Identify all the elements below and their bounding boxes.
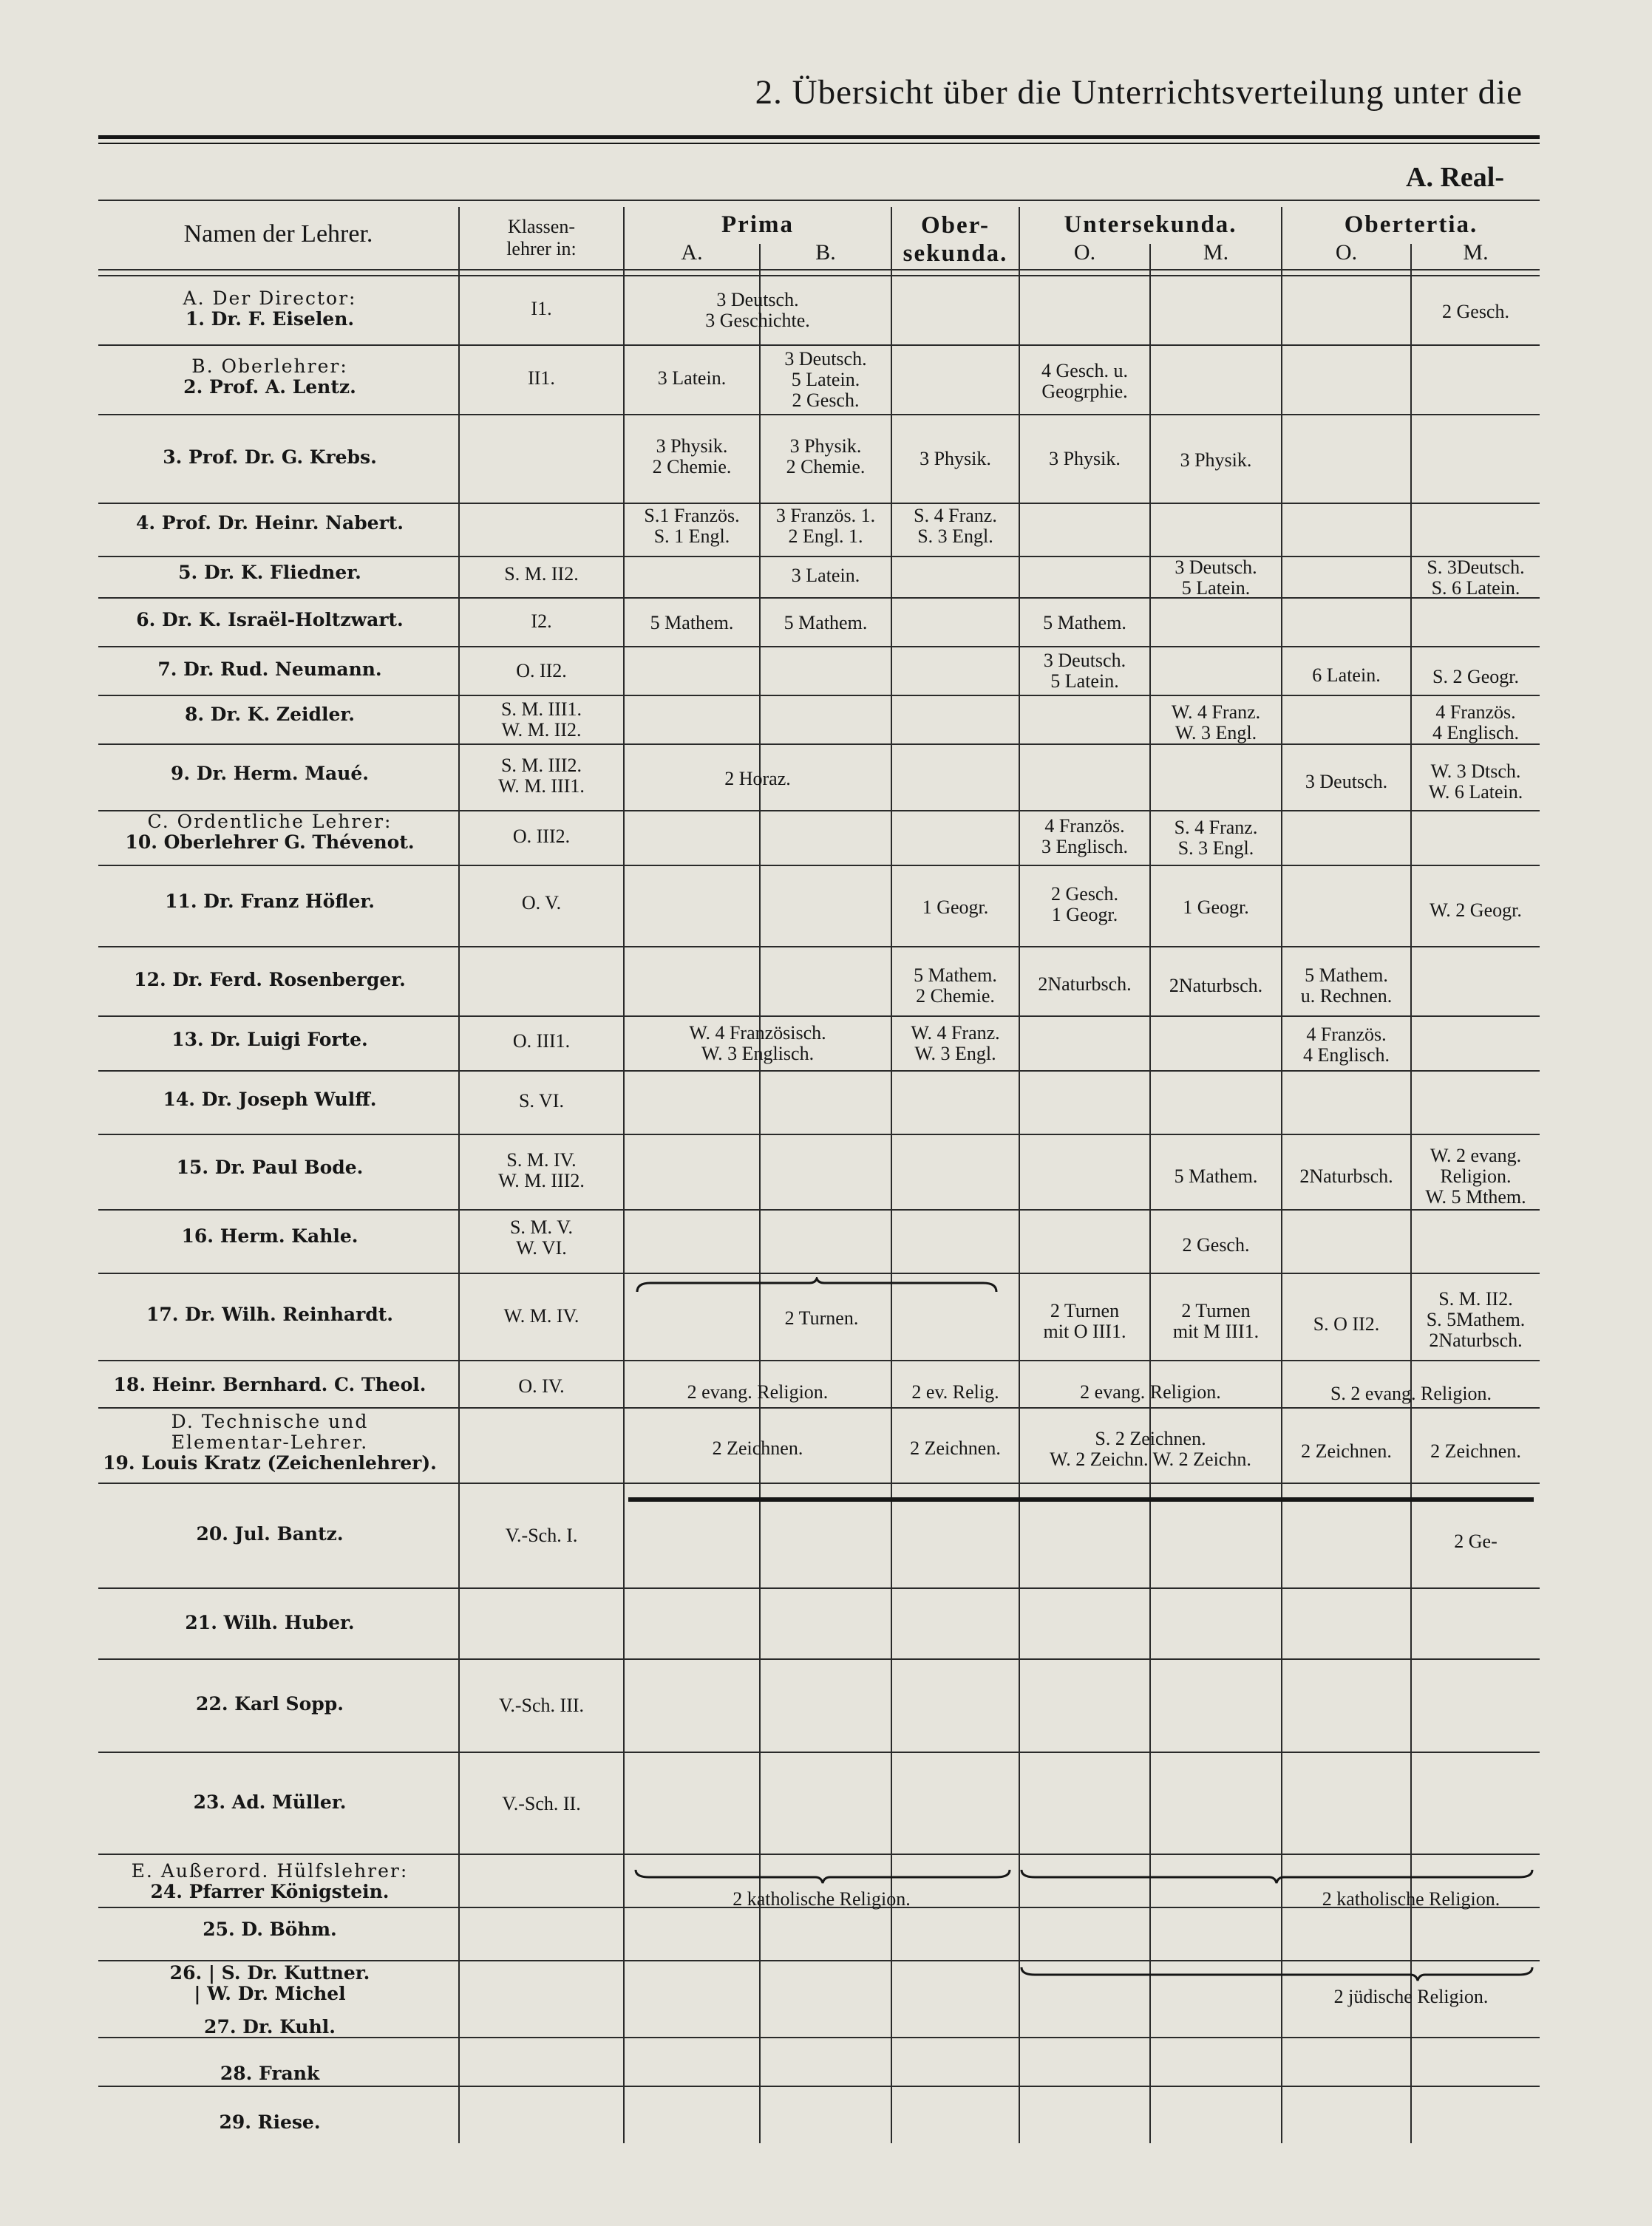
klassen-cell: S. VI. [519, 1090, 564, 1112]
teacher-row [92, 513, 447, 534]
teacher-name: 27. Dr. Kuhl. [204, 2016, 336, 2038]
lesson-line: 2 Turnen [1050, 1300, 1120, 1321]
lesson-cell: 2 Zeichnen. [712, 1437, 803, 1459]
klassen-line: S. M. IV. [506, 1149, 577, 1171]
klassen-cell: I1. [531, 298, 552, 319]
lesson-line: 3 Englisch. [1041, 836, 1128, 857]
lesson-cell [892, 1023, 1019, 1064]
klassen-cell: O. III1. [512, 1030, 571, 1052]
lesson-cell: 2 jüdische Religion. [1333, 1986, 1489, 2007]
row-rule [98, 743, 1540, 745]
klassen-cell: II1. [528, 367, 555, 389]
lesson-line: S. 1 Engl. [653, 525, 730, 547]
teacher-row [92, 356, 447, 398]
row-rule [98, 414, 1540, 415]
lesson-line: W. 3 Engl. [1175, 722, 1257, 743]
lesson-cell: 2 evang. Religion. [1080, 1381, 1221, 1403]
header-untersekunda: Untersekunda. [1064, 211, 1237, 238]
lesson-line: mit O III1. [1043, 1321, 1126, 1342]
teacher-name: 2. Prof. A. Lentz. [183, 376, 356, 398]
lesson-cell [892, 965, 1019, 1007]
klassen-cell: V.-Sch. I. [505, 1525, 578, 1546]
lesson-line: S. M. II2. [1438, 1288, 1513, 1310]
lesson-cell [625, 506, 759, 547]
lesson-line: u. Rechnen. [1300, 985, 1393, 1007]
header-klassen [460, 216, 623, 260]
lesson-cell [1151, 557, 1281, 599]
lesson-cell [1020, 884, 1149, 925]
lesson-line: 2Naturbsch. [1429, 1330, 1523, 1351]
lesson-line: 2 Engl. 1. [788, 525, 863, 547]
lesson-cell [625, 1023, 891, 1064]
section-rule [628, 1497, 1534, 1502]
teacher-name: 10. Oberlehrer G. Thévenot. [125, 831, 415, 853]
lesson-line: 2 Gesch. [1051, 883, 1118, 905]
lesson-cell [625, 436, 759, 477]
lesson-cell: 3 Physik. [920, 448, 991, 469]
klassen-line: S. M. III2. [500, 755, 582, 776]
lesson-line: 2 Turnen [1181, 1300, 1251, 1321]
teacher-name: 4. Prof. Dr. Heinr. Nabert. [135, 512, 404, 534]
col-sep-us-om [1149, 244, 1151, 2143]
row-rule [98, 1483, 1540, 1484]
teacher-row [92, 1963, 447, 2004]
header-us-o: O. [1073, 240, 1096, 265]
header-prima-b: B. [815, 240, 836, 265]
row-rule [98, 865, 1540, 866]
lesson-cell [1020, 1429, 1281, 1470]
lesson-cell: S. O II2. [1313, 1313, 1380, 1335]
lesson-cell [1412, 1146, 1540, 1208]
lesson-line: 5 Mathem. [1305, 964, 1388, 986]
row-rule [98, 1273, 1540, 1274]
lesson-line: 4 Englisch. [1432, 722, 1519, 743]
row-rule [98, 503, 1540, 504]
lesson-cell: 2Naturbsch. [1299, 1165, 1393, 1187]
teacher-name: 17. Dr. Wilh. Reinhardt. [146, 1304, 393, 1325]
teacher-name: 26. | S. Dr. Kuttner. [169, 1962, 370, 1984]
lesson-cell: 3 Deutsch. [1305, 771, 1388, 792]
lesson-cell: 2 Zeichnen. [1430, 1440, 1521, 1462]
lesson-cell: 5 Mathem. [1174, 1165, 1258, 1187]
teacher-name: 6. Dr. K. Israël-Holtzwart. [136, 609, 404, 630]
teacher-name: 7. Dr. Rud. Neumann. [157, 658, 382, 680]
teacher-name: 14. Dr. Joseph Wulff. [163, 1089, 377, 1110]
lesson-cell: W. 2 Geogr. [1430, 899, 1522, 921]
col-sep-ober [1019, 207, 1020, 2143]
row-rule [98, 695, 1540, 696]
header-obertertia: Obertertia. [1344, 211, 1478, 238]
lesson-line: 2 Gesch. [792, 389, 860, 411]
lesson-cell: S. 2 Geogr. [1432, 666, 1519, 687]
lesson-cell: 3 Latein. [791, 565, 860, 586]
klassen-cell: W. M. IV. [503, 1305, 579, 1327]
teacher-row [92, 447, 447, 468]
lesson-line: 4 Französ. [1044, 815, 1125, 837]
lesson-cell: 2 Gesch. [1442, 301, 1509, 322]
lesson-line: S. 6 Latein. [1431, 577, 1520, 599]
teacher-name: 13. Dr. Luigi Forte. [171, 1029, 368, 1050]
klassen-cell: I2. [531, 610, 552, 632]
klassen-cell [460, 1150, 623, 1191]
lesson-line: W. 2 evang. [1430, 1145, 1522, 1166]
teacher-row [92, 1613, 447, 1633]
title-rule [98, 135, 1540, 139]
lesson-cell [1151, 1301, 1281, 1342]
lesson-cell: 2 katholische Religion. [1322, 1888, 1500, 1910]
lesson-cell [761, 349, 891, 411]
lesson-line: 3 Physik. [656, 435, 728, 457]
teacher-name: 29. Riese. [219, 2111, 321, 2133]
section-heading: Elementar-Lehrer. [171, 1432, 369, 1453]
lesson-line: S. 4 Franz. [914, 505, 997, 526]
header-us-m: M. [1203, 240, 1229, 265]
lesson-line: mit M III1. [1172, 1321, 1260, 1342]
lesson-line: W. 5 Mthem. [1425, 1186, 1526, 1208]
brace-prima [636, 1277, 998, 1293]
row-rule [98, 1854, 1540, 1855]
lesson-cell [1151, 702, 1281, 743]
lesson-line: Geogrphie. [1041, 381, 1128, 402]
section-heading: B. Oberlehrer: [191, 355, 348, 377]
section-heading: D. Technische und [171, 1411, 369, 1432]
lesson-line: 5 Latein. [1181, 577, 1251, 599]
klassen-line: W. VI. [516, 1237, 567, 1259]
lesson-line: 3 Deutsch. [784, 348, 867, 370]
klassen-line: S. M. V. [509, 1216, 574, 1238]
row-rule [98, 597, 1540, 599]
lesson-line: W. 3 Englisch. [701, 1043, 815, 1064]
klassen-line: W. M. III2. [498, 1170, 585, 1191]
row-rule [98, 1360, 1540, 1361]
row-rule [98, 344, 1540, 346]
teacher-name: | W. Dr. Michel [194, 1983, 346, 2004]
lesson-cell [1020, 650, 1149, 692]
lesson-cell [1020, 816, 1149, 857]
lesson-line: Religion. [1440, 1165, 1512, 1187]
lesson-line: 2 Chemie. [652, 456, 732, 477]
lesson-cell: 5 Mathem. [650, 612, 734, 633]
lesson-line: 4 Französ. [1306, 1024, 1387, 1045]
lesson-line: 2 Chemie. [786, 456, 866, 477]
klassen-line: S. M. III1. [500, 698, 582, 720]
lesson-line: 4 Französ. [1435, 701, 1516, 723]
lesson-line: S. 3 Engl. [1177, 837, 1254, 859]
lesson-line: S. 2 Zeichnen. [1095, 1428, 1206, 1449]
header-ober-line1: Ober- [920, 212, 990, 239]
klassen-cell: O. V. [521, 892, 562, 913]
header-bottom-rule-2 [98, 275, 1540, 276]
lesson-line: W. 4 Franz. [911, 1022, 1000, 1044]
lesson-cell: 1 Geogr. [1183, 896, 1249, 918]
lesson-line: 3 Französ. 1. [775, 505, 876, 526]
lesson-cell: 3 Latein. [657, 367, 727, 389]
row-rule [98, 2086, 1540, 2087]
lesson-line: 1 Geogr. [1051, 904, 1118, 925]
row-rule [98, 1134, 1540, 1135]
lesson-cell [1020, 1301, 1149, 1342]
teacher-row [92, 2017, 447, 2038]
lesson-cell: 2 Turnen. [784, 1307, 859, 1329]
lesson-cell [1412, 702, 1540, 743]
lesson-cell [625, 290, 891, 331]
lesson-line: S. 3Deutsch. [1427, 556, 1525, 578]
teacher-row [92, 811, 447, 853]
lesson-line: 5 Latein. [791, 369, 860, 390]
col-sep-klassen [623, 207, 625, 2143]
teacher-name: 24. Pfarrer Königstein. [150, 1881, 390, 1902]
lesson-cell: 2 Zeichnen. [910, 1437, 1001, 1459]
teacher-name: 28. Frank [220, 2063, 320, 2084]
lesson-line: 3 Deutsch. [1043, 650, 1126, 671]
header-names: Namen der Lehrer. [183, 220, 373, 248]
lesson-cell: 1 Geogr. [922, 896, 989, 918]
teacher-row [92, 1412, 447, 1474]
teacher-row [92, 1375, 447, 1395]
header-obersekunda [892, 211, 1019, 268]
row-rule [98, 1070, 1540, 1072]
header-top-rule [98, 200, 1540, 201]
lesson-cell [892, 506, 1019, 547]
teacher-row [92, 1304, 447, 1325]
row-rule [98, 1209, 1540, 1211]
klassen-cell [460, 755, 623, 797]
teacher-name: 18. Heinr. Bernhard. C. Theol. [113, 1374, 426, 1395]
lesson-cell: 3 Physik. [1180, 449, 1252, 471]
lesson-cell [761, 506, 891, 547]
row-rule [98, 1752, 1540, 1753]
lesson-cell [1151, 817, 1281, 859]
lesson-cell: 2 Ge- [1454, 1531, 1498, 1552]
teacher-name: 22. Karl Sopp. [196, 1693, 344, 1715]
lesson-line: S. 3 Engl. [917, 525, 993, 547]
lesson-line: 5 Mathem. [914, 964, 997, 986]
klassen-line: W. M. II2. [501, 719, 582, 741]
teacher-row [92, 288, 447, 330]
row-rule [98, 1960, 1540, 1961]
klassen-cell: V.-Sch. II. [502, 1793, 581, 1814]
teacher-name: 15. Dr. Paul Bode. [176, 1157, 364, 1178]
teacher-name: 20. Jul. Bantz. [196, 1523, 344, 1545]
lesson-cell: 2Naturbsch. [1038, 973, 1132, 995]
lesson-cell: 6 Latein. [1312, 664, 1381, 686]
row-rule [98, 1015, 1540, 1017]
lesson-line: W. 3 Engl. [914, 1043, 996, 1064]
brace-right [1020, 1868, 1534, 1885]
header-ot-m: M. [1463, 240, 1489, 265]
row-rule [98, 1658, 1540, 1660]
klassen-cell: O. IV. [518, 1375, 565, 1397]
teacher-row [92, 970, 447, 990]
teacher-name: 19. Louis Kratz (Zeichenlehrer). [103, 1452, 437, 1474]
teacher-name: 16. Herm. Kahle. [181, 1225, 358, 1247]
section-subtitle: A. Real- [1406, 162, 1504, 193]
teacher-row [92, 1919, 447, 1940]
lesson-cell: 2 Zeichnen. [1301, 1440, 1392, 1462]
teacher-name: 11. Dr. Franz Höfler. [165, 891, 375, 912]
header-bottom-rule [98, 269, 1540, 270]
teacher-row [92, 1157, 447, 1178]
klassen-cell [460, 1217, 623, 1259]
header-ober-line2: sekunda. [903, 240, 1008, 267]
teacher-row [92, 704, 447, 725]
title-rule-thin [98, 143, 1540, 144]
teacher-row [92, 2112, 447, 2133]
lesson-cell [1282, 965, 1410, 1007]
lesson-line: 3 Geschichte. [705, 310, 810, 331]
lesson-line: S.1 Französ. [644, 505, 740, 526]
lesson-cell: 2 ev. Relig. [911, 1381, 999, 1403]
lesson-cell [1412, 557, 1540, 599]
teacher-name: 21. Wilh. Huber. [185, 1612, 355, 1633]
lesson-line: 3 Deutsch. [1175, 556, 1257, 578]
section-heading: E. Außerord. Hülfslehrer: [131, 1860, 409, 1882]
row-rule [98, 1407, 1540, 1409]
row-rule [98, 556, 1540, 557]
row-rule [98, 946, 1540, 947]
klassen-cell: O. III2. [512, 826, 571, 847]
lesson-cell [1412, 1289, 1540, 1351]
lesson-cell: 5 Mathem. [783, 612, 868, 633]
teacher-name: 25. D. Böhm. [203, 1919, 337, 1940]
lesson-line: W. 3 Dtsch. [1430, 760, 1521, 782]
lesson-cell [761, 436, 891, 477]
teacher-row [92, 891, 447, 912]
lesson-cell: 5 Mathem. [1043, 612, 1126, 633]
brace-prima [634, 1868, 1011, 1885]
lesson-cell: 2 katholische Religion. [732, 1888, 911, 1910]
klassen-line: W. M. III1. [498, 775, 585, 797]
section-heading: A. Der Director: [183, 287, 357, 309]
teacher-row [92, 659, 447, 680]
lesson-cell: 2 Horaz. [724, 768, 791, 789]
brace-right [1020, 1966, 1534, 1982]
lesson-line: 4 Englisch. [1303, 1044, 1390, 1066]
lesson-line: S. 4 Franz. [1174, 817, 1258, 838]
lesson-line: 2 Chemie. [916, 985, 995, 1007]
lesson-cell [1282, 1024, 1410, 1066]
row-rule [98, 646, 1540, 647]
teacher-name: 8. Dr. K. Zeidler. [184, 704, 356, 725]
lesson-cell: 2 Gesch. [1182, 1234, 1250, 1256]
header-prima: Prima [721, 211, 794, 238]
lesson-cell: 2 evang. Religion. [687, 1381, 829, 1403]
lesson-cell: 2Naturbsch. [1169, 975, 1263, 996]
page-title: 2. Übersicht über die Unterrichtsverteilung unter die [755, 73, 1523, 112]
teacher-row [92, 610, 447, 630]
teacher-row [92, 1029, 447, 1050]
teacher-name: 3. Prof. Dr. G. Krebs. [163, 446, 377, 468]
teacher-name: 5. Dr. K. Fliedner. [178, 562, 361, 583]
klassen-cell: S. M. II2. [504, 563, 579, 585]
header-ot-o: O. [1335, 240, 1358, 265]
header-klassen-line2: lehrer in: [506, 238, 577, 259]
klassen-cell [460, 699, 623, 741]
lesson-line: W. 4 Französisch. [689, 1022, 826, 1044]
teacher-name: 23. Ad. Müller. [193, 1791, 347, 1813]
lesson-line: S. 5Mathem. [1426, 1309, 1526, 1330]
col-sep-prima [891, 207, 892, 2143]
lesson-line: 3 Physik. [789, 435, 862, 457]
lesson-line: W. 4 Franz. [1171, 701, 1261, 723]
lesson-cell [1412, 761, 1540, 803]
teacher-row [92, 1861, 447, 1902]
teacher-row [92, 2063, 447, 2084]
lesson-line: 3 Deutsch. [716, 289, 799, 310]
teacher-row [92, 763, 447, 784]
section-heading: C. Ordentliche Lehrer: [147, 811, 392, 832]
lesson-cell: 3 Physik. [1049, 448, 1121, 469]
klassen-cell: O. II2. [516, 660, 567, 681]
teacher-row [92, 1226, 447, 1247]
teacher-row [92, 1792, 447, 1813]
lesson-line: 5 Latein. [1050, 670, 1119, 692]
teacher-row [92, 1694, 447, 1715]
header-klassen-line1: Klassen- [508, 216, 575, 237]
lesson-line: 4 Gesch. u. [1041, 360, 1128, 381]
teacher-name: 1. Dr. F. Eiselen. [185, 308, 355, 330]
header-prima-a: A. [681, 240, 703, 265]
lesson-line: W. 6 Latein. [1428, 781, 1523, 803]
row-rule [98, 1587, 1540, 1589]
teacher-name: 9. Dr. Herm. Maué. [171, 763, 369, 784]
teacher-name: 12. Dr. Ferd. Rosenberger. [134, 969, 406, 990]
klassen-cell: V.-Sch. III. [498, 1695, 585, 1716]
lesson-line: W. 2 Zeichn. W. 2 Zeichn. [1050, 1449, 1251, 1470]
lesson-cell: S. 2 evang. Religion. [1330, 1383, 1492, 1404]
teacher-row [92, 562, 447, 583]
teacher-row [92, 1089, 447, 1110]
teacher-row [92, 1524, 447, 1545]
lesson-cell [1020, 361, 1149, 402]
